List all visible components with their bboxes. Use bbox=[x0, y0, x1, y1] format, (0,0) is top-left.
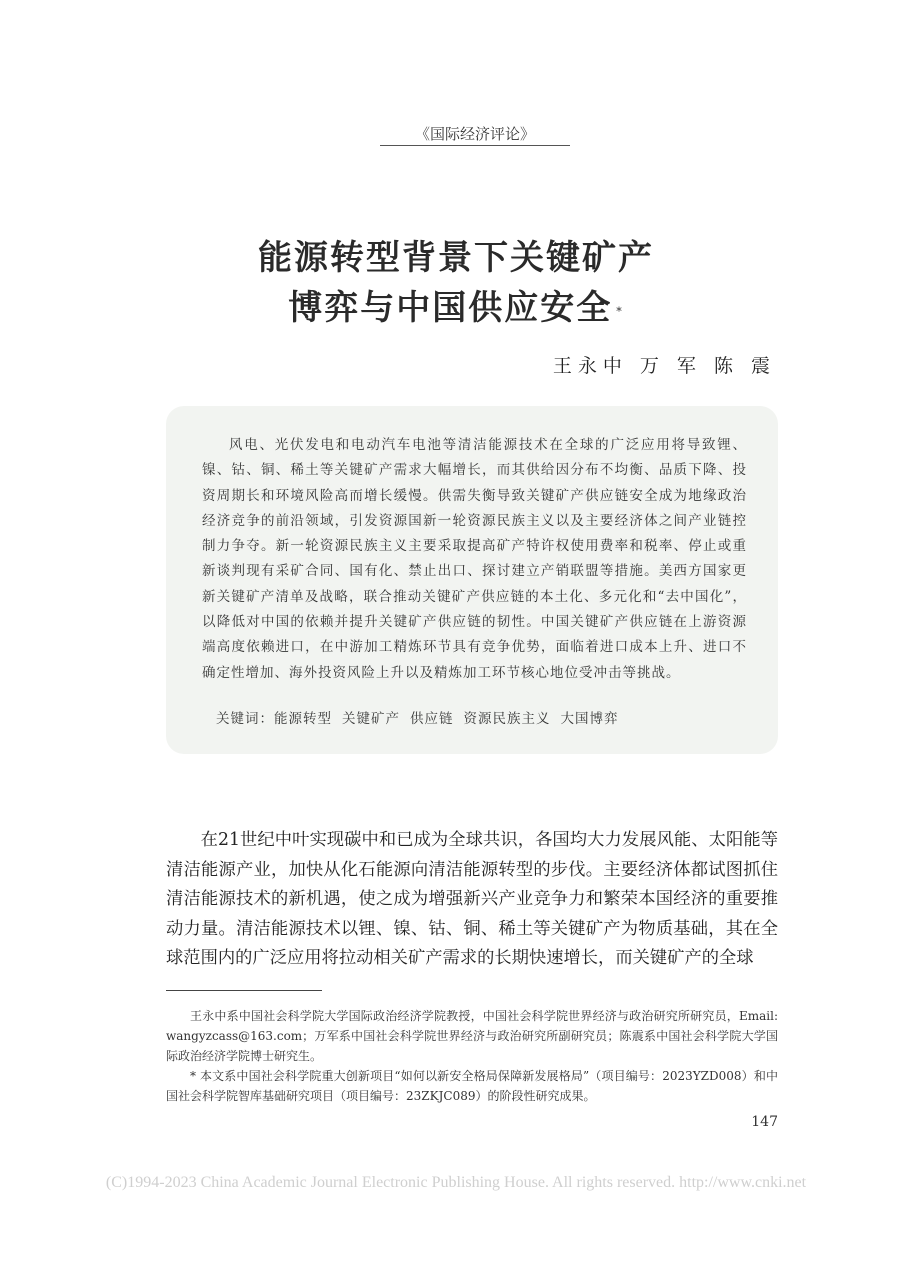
keywords bbox=[216, 707, 629, 731]
title-footnote-mark: * bbox=[616, 305, 624, 318]
body-paragraph: 在21世纪中叶实现碳中和已成为全球共识，各国均大力发展风能、太阳能等清洁能源产业，加快从化石能源向清洁能源转型的步伐。主要经济体都试图抓住清洁能源技术的新机遇，使之成为增强新兴产业竞争力和繁荣本国经济的重要推动力量。清洁能源技术以锂、镍、钴、铜、稀土等关键矿产为物质基础，其在全球范围内的广泛应用将拉动相关矿产需求的长期快速增长，而关键矿产的全球 bbox=[166, 830, 778, 969]
title-line-2-text: 博弈与中国供应安全 bbox=[288, 288, 613, 328]
keyword-item: 供应链 bbox=[410, 711, 454, 727]
article-title-line-2 bbox=[0, 286, 912, 330]
keyword-item: 资源民族主义 bbox=[463, 711, 551, 727]
copyright-watermark: (C)1994-2023 China Academic Journal Electronic Publishing House. All rights reserved. http://www.cnki.net bbox=[105, 1174, 807, 1191]
footnote-divider bbox=[166, 990, 322, 991]
journal-underline bbox=[380, 145, 570, 146]
article-title-line-1 bbox=[0, 236, 912, 280]
abstract-text: 风电、光伏发电和电动汽车电池等清洁能源技术在全球的广泛应用将导致锂、镍、钴、铜、稀土等关键矿产需求大幅增长，而其供给因分布不均衡、品质下降、投资周期长和环境风险高而增长缓慢。供需失衡导致关键矿产供应链安全成为地缘政治经济竞争的前沿领域，引发资源国新一轮资源民族主义以及主要经济体之间产业链控制力争夺。新一轮资源民族主义主要采取提高矿产特许权使用费率和税率、停止或重新谈判现有采矿合同、国有化、禁止出口、探讨建立产销联盟等措施。美西方国家更新关键矿产清单及战略，联合推动关键矿产供应链的本土化、多元化和“去中国化”，以降低对中国的依赖并提升关键矿产供应链的韧性。中国关键矿产供应链在上游资源端高度依赖进口，在中游加工精炼环节具有竞争优势，面临着进口成本上升、进口不确定性增加、海外投资风险上升以及精炼加工环节核心地位受冲击等挑战。 bbox=[202, 437, 747, 681]
title-line-1-text: 能源转型背景下关键矿产 bbox=[258, 238, 654, 278]
keyword-item: 关键矿产 bbox=[342, 711, 400, 727]
author-list: 王永中 万 军 陈 震 bbox=[552, 355, 776, 377]
footnote-funding: * 本文系中国社会科学院重大创新项目“如何以新安全格局保障新发展格局”（项目编号：2023YZD008）和中国社会科学院智库基础研究项目（项目编号：23ZKJC089）的阶段性研究成果。 bbox=[166, 1069, 778, 1103]
keywords-label: 关键词： bbox=[216, 711, 274, 727]
footnote-authors: 王永中系中国社会科学院大学国际政治经济学院教授，中国社会科学院世界经济与政治研究所研究员，Email: wangyzcass@163.com；万军系中国社会科学院世界经济与政治研究所副研究员；陈震系中国社会科学院大学国际政治经济学院博士研究生。 bbox=[166, 1009, 778, 1063]
journal-name: 《国际经济评论》 bbox=[414, 125, 535, 143]
keyword-item: 大国博弈 bbox=[560, 711, 619, 727]
page-number: 147 bbox=[751, 1114, 778, 1130]
keyword-item: 能源转型 bbox=[274, 711, 332, 727]
